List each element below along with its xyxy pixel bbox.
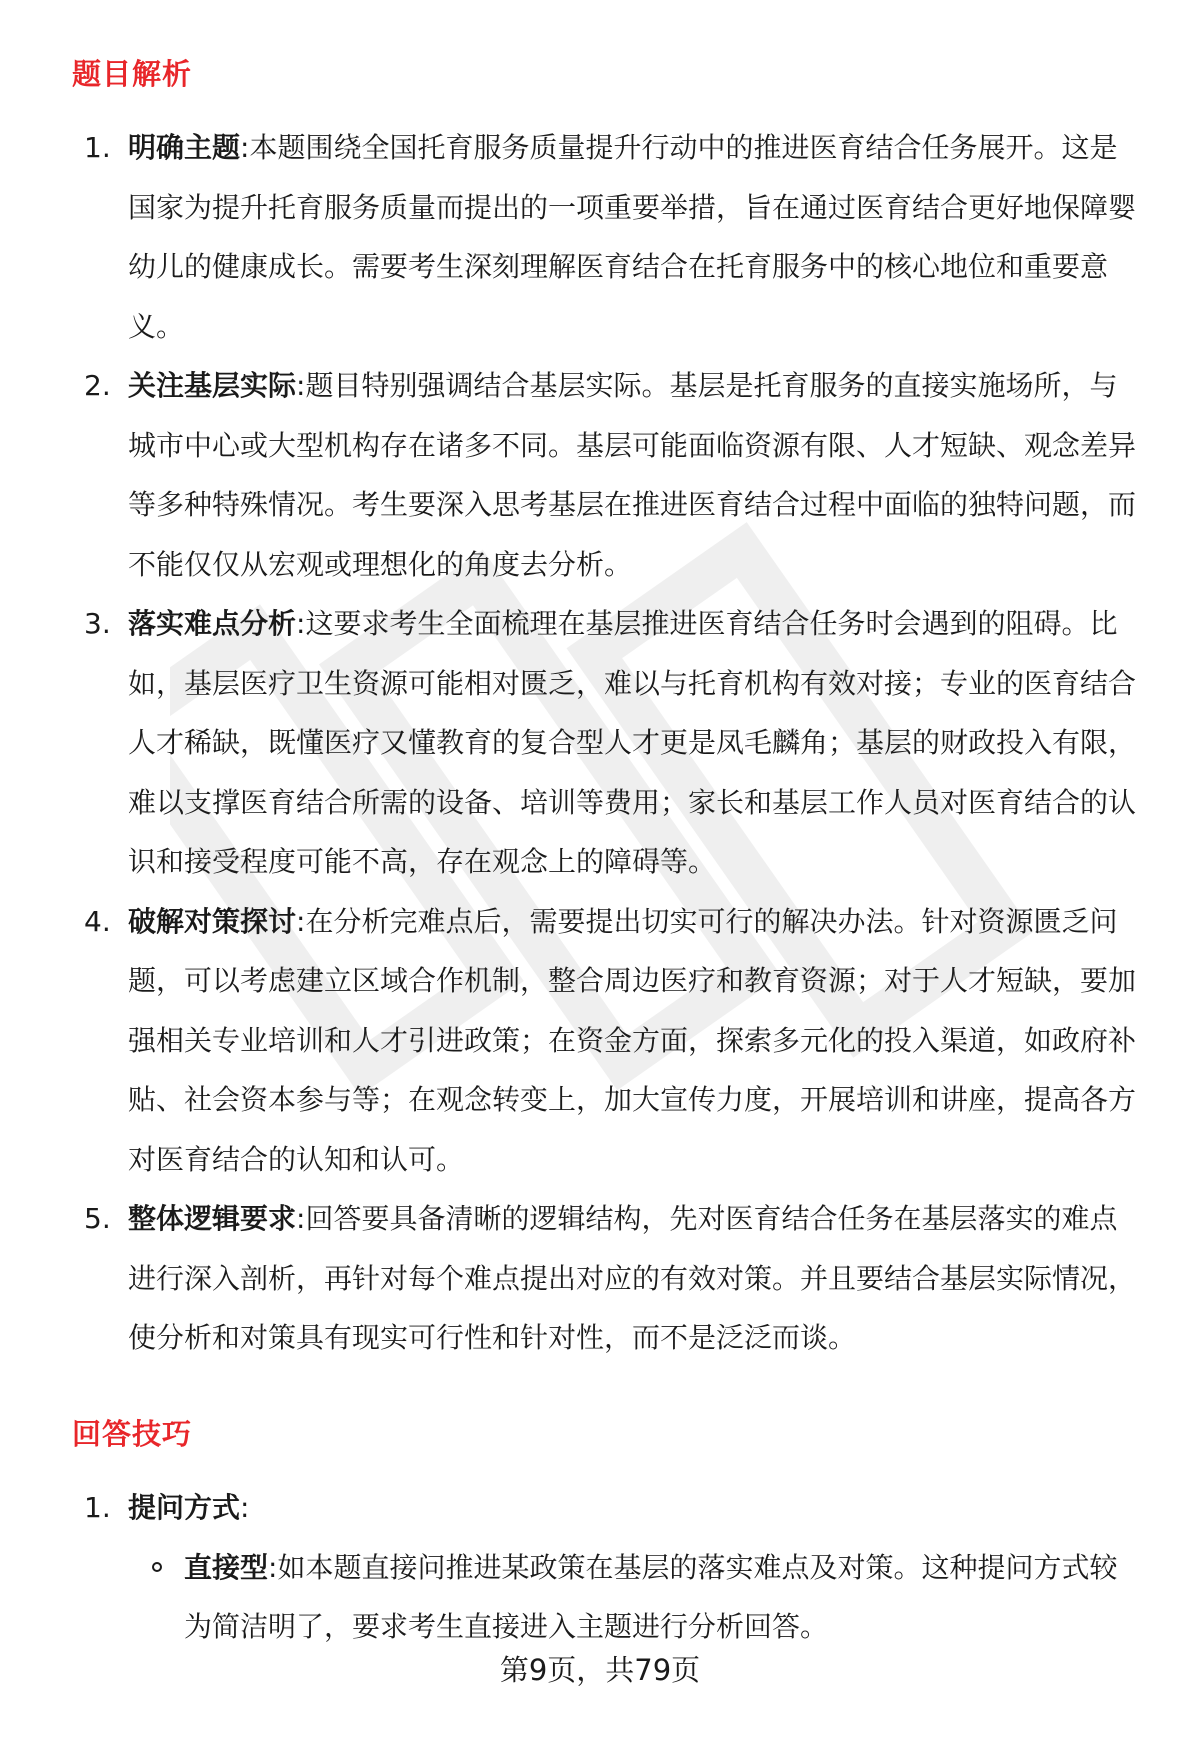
item-term: 整体逻辑要求 <box>128 1202 297 1235</box>
item-colon: : <box>296 904 306 938</box>
item-colon: : <box>240 131 250 164</box>
sub-item-term: 直接型 <box>184 1550 269 1584</box>
item-colon: : <box>240 1491 250 1524</box>
item-text: 题目特别强调结合基层实际。基层是托育服务的直接实施场所，与城市中心或大型机构存在诸多不同。基层可能面临资源有限、人才短缺、观念差异等多种特殊情况。考生要深入思考基层在推进医育结合过程中面临的独特问题，而不能仅仅从宏观或理想化的角度去分析。 <box>128 369 1137 581</box>
list-item <box>72 1189 1142 1368</box>
list-item <box>72 118 1142 356</box>
item-number: 1. <box>84 1491 111 1524</box>
item-term: 关注基层实际 <box>128 369 297 402</box>
sub-list-item <box>128 1538 1142 1657</box>
item-number: 2. <box>84 369 111 402</box>
item-colon: : <box>296 607 306 640</box>
item-term: 明确主题 <box>128 131 241 164</box>
section-title-tips: 回答技巧 <box>72 1417 193 1451</box>
item-text: 回答要具备清晰的逻辑结构，先对医育结合任务在基层落实的难点进行深入剖析，再针对每个难点提出对应的有效对策。并且要结合基层实际情况，使分析和对策具有现实可行性和针对性，而不是泛泛而谈。 <box>128 1202 1137 1354</box>
sub-list <box>128 1538 1142 1657</box>
circle-bullet-icon <box>152 1562 162 1572</box>
item-colon: : <box>296 1202 306 1235</box>
item-text: 在分析完难点后，需要提出切实可行的解决办法。针对资源匮乏问题，可以考虑建立区域合作机制，整合周边医疗和教育资源；对于人才短缺，要加强相关专业培训和人才引进政策；在资金方面，探索多元化的投入渠道，如政府补贴、社会资本参与等；在观念转变上，加大宣传力度，开展培训和讲座，提高各方对医育结合的认知和认可。 <box>128 904 1137 1176</box>
item-term: 提问方式 <box>128 1491 241 1524</box>
page-footer: 第9页，共79页 <box>499 1653 701 1687</box>
list-item <box>72 1478 1142 1657</box>
item-number: 3. <box>84 607 111 640</box>
item-number: 1. <box>84 131 111 164</box>
item-number: 4. <box>84 904 111 938</box>
section-title-analysis: 题目解析 <box>72 57 193 91</box>
item-text: 本题围绕全国托育服务质量提升行动中的推进医育结合任务展开。这是国家为提升托育服务质量而提出的一项重要举措，旨在通过医育结合更好地保障婴幼儿的健康成长。需要考生深刻理解医育结合在托育服务中的核心地位和重要意义。 <box>128 131 1137 343</box>
list-item <box>72 892 1142 1190</box>
sub-item-colon: : <box>268 1550 278 1584</box>
list-item <box>72 594 1142 892</box>
item-term: 落实难点分析 <box>128 607 297 640</box>
analysis-list <box>72 118 1142 1368</box>
tips-list <box>72 1478 1142 1657</box>
item-text: 这要求考生全面梳理在基层推进医育结合任务时会遇到的阻碍。比如，基层医疗卫生资源可能相对匮乏，难以与托育机构有效对接；专业的医育结合人才稀缺，既懂医疗又懂教育的复合型人才更是凤毛麟角；基层的财政投入有限，难以支撑医育结合所需的设备、培训等费用；家长和基层工作人员对医育结合的认识和接受程度可能不高，存在观念上的障碍等。 <box>128 607 1137 878</box>
item-term: 破解对策探讨 <box>128 904 297 938</box>
item-colon: : <box>296 369 306 402</box>
item-number: 5. <box>84 1202 111 1235</box>
sub-item-text: 如本题直接问推进某政策在基层的落实难点及对策。这种提问方式较为简洁明了，要求考生直接进入主题进行分析回答。 <box>184 1550 1118 1643</box>
list-item <box>72 356 1142 594</box>
